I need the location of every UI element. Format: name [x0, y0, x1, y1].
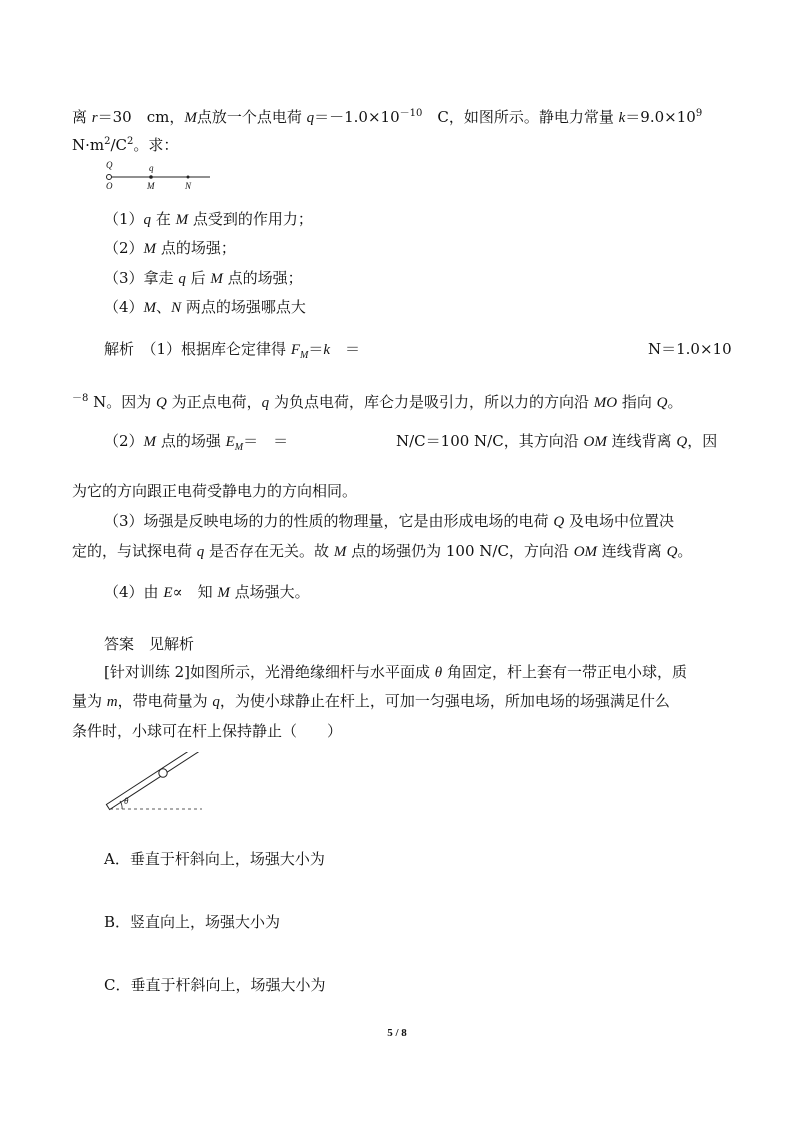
- solution-line4: 为它的方向跟正电荷受静电力的方向相同。: [72, 482, 358, 500]
- point-M: [149, 175, 153, 179]
- label-O: O: [106, 181, 113, 191]
- solution-line6: 定的，与试探电荷 q 是否存在无关。故 M 点的场强仍为 100 N/C，方向沿 OM 连线背离 Q。: [72, 542, 693, 560]
- option-B: B．竖直向上，场强大小为: [104, 913, 281, 931]
- training-line1: [针对训练 2]如图所示，光滑绝缘细杆与水平面成 θ 角固定，杆上套有一带正电小球，质: [104, 663, 687, 681]
- label-N: N: [185, 181, 192, 191]
- solution-line7: （4）由 E∝ 知 M 点场强大。: [104, 583, 310, 601]
- ball: [159, 769, 167, 777]
- solution-line3: （2）M 点的场强 $E_M=$ ＝: [104, 432, 289, 453]
- training-line2: 量为 m，带电荷量为 q，为使小球静止在杆上，可加一匀强电场，所加电场的场强满足什么: [72, 692, 670, 710]
- label-Q: Q: [106, 160, 113, 170]
- solution-line3-cont: N/C＝100 N/C，其方向沿 OM 连线背离 Q，因: [396, 432, 718, 450]
- option-A: A．垂直于杆斜向上，场强大小为: [104, 850, 325, 868]
- page-number: 5 / 8: [387, 1027, 407, 1039]
- label-q: q: [149, 163, 154, 173]
- solution-line1: 解析 （1）根据库仑定律得 $F_M=k$ ＝: [104, 340, 361, 361]
- answer-line: 答案 见解析: [104, 635, 195, 653]
- label-theta: θ: [124, 796, 129, 806]
- training-line3: 条件时，小球可在杆上保持静止（ ）: [72, 722, 343, 740]
- question-item-4: （4）M、N 两点的场强哪点大: [104, 298, 306, 316]
- solution-line5: （3）场强是反映电场的力的性质的物理量，它是由形成电场的电荷 Q 及电场中位置决: [104, 512, 674, 530]
- option-C: C．垂直于杆斜向上，场强大小为: [104, 976, 326, 994]
- charge-line-figure: [100, 160, 215, 196]
- question-item-1: （1）q 在 M 点受到的作用力；: [104, 210, 313, 228]
- inclined-rod-figure: [100, 752, 240, 822]
- point-N: [187, 176, 190, 179]
- problem-intro-line2: $N\cdot m^2/C^2$。求：: [72, 136, 179, 154]
- solution-line2: $^{-8}$ N。因为 Q 为正点电荷，q 为负点电荷，库仑力是吸引力，所以力的方向沿 MO 指向 Q。: [72, 393, 683, 411]
- question-item-2: （2）M 点的场强；: [104, 239, 236, 257]
- charge-line-svg: [100, 160, 215, 196]
- inclined-rod-svg: [100, 752, 240, 822]
- rod: [106, 752, 202, 810]
- question-item-3: （3）拿走 q 后 M 点的场强；: [104, 269, 303, 287]
- point-O: [107, 175, 112, 180]
- label-M: M: [147, 181, 155, 191]
- problem-intro-line1: 离 r＝30 cm，M点放一个点电荷 $q=-1.0\times 10^{-10}$ C，如图所示。静电力常量 $k=9.0\times 10^9$: [72, 108, 703, 126]
- solution-line1-result: N＝1.0×10: [648, 340, 732, 358]
